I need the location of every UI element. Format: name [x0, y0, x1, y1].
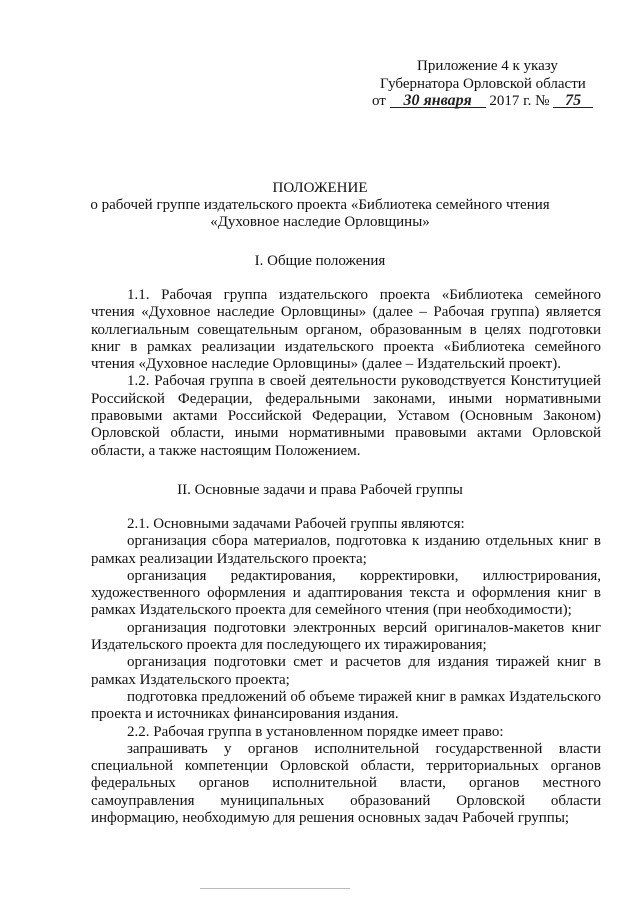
appendix-line: Приложение 4 к указу	[417, 58, 558, 74]
section-2-heading: II. Основные задачи и права Рабочей группы	[177, 482, 463, 498]
paragraph: 2.1. Основными задачами Рабочей группы являются:	[127, 516, 465, 532]
title-line-2: о рабочей группе издательского проекта «Библиотека семейного чтения	[90, 197, 550, 213]
appendix-header	[355, 58, 595, 111]
paragraph: подготовка предложений об объеме тиражей книг в рамках Издательского проекта и источниках финансирования издания.	[91, 688, 601, 723]
paragraph: запрашивать у органов исполнительной государственной власти специальной компетенции Орловской области, территориальных органов федеральных органов исполнительной власти, органов местного самоуправления муниципальных образований Орловской области информацию, необходимую для решения основных задач Рабочей группы;	[91, 740, 601, 827]
paragraph: 2.2. Рабочая группа в установленном порядке имеет право:	[127, 723, 504, 740]
title-line-3: «Духовное наследие Орловщины»	[210, 214, 430, 230]
section-1-heading: I. Общие положения	[254, 253, 386, 269]
handwritten-number: 75	[553, 94, 593, 108]
footer-divider	[200, 888, 350, 889]
paragraph: 1.1. Рабочая группа издательского проекта «Библиотека семейного чтения «Духовное наследие Орловщины» (далее – Рабочая группа) является коллегиальным совещательным органом, образованным в целях подготовки книг в рамках реализации издательского проекта «Библиотека семейного чтения «Духовное наследие Орловщины» (далее – Издательский проект).	[91, 287, 601, 373]
paragraph: организация подготовки электронных версий оригиналов-макетов книг Издательского проекта для последующего их тиражирования;	[91, 619, 601, 654]
handwritten-date: 30 января	[390, 94, 486, 108]
paragraph: организация сбора материалов, подготовка к изданию отдельных книг в рамках реализации Издательского проекта;	[91, 533, 601, 567]
title-heading: ПОЛОЖЕНИЕ	[272, 180, 368, 196]
paragraph: организация редактирования, корректировки, иллюстрирования, художественного оформления и адаптирования текста и оформления книг в рамках Издательского проекта для семейного чтения (при необходимости);	[91, 567, 601, 619]
document-title	[0, 180, 640, 231]
date-prefix: от	[372, 93, 386, 109]
section-2-body	[91, 516, 601, 827]
paragraph: 1.2. Рабочая группа в своей деятельности руководствуется Конституцией Российской Федерации, федеральными законами, иными нормативными правовыми актами Российской Федерации, Уставом (Основным Законом) Орловской области, иными нормативными правовыми актами Орловской области, а также настоящим Положением.	[91, 373, 601, 459]
governor-line: Губернатора Орловской области	[380, 75, 586, 92]
paragraph: организация подготовки смет и расчетов для издания тиражей книг в рамках Издательского проекта;	[91, 654, 601, 688]
date-year: 2017 г. №	[489, 93, 550, 109]
decree-date-line	[355, 93, 595, 111]
section-1-body	[91, 287, 601, 460]
